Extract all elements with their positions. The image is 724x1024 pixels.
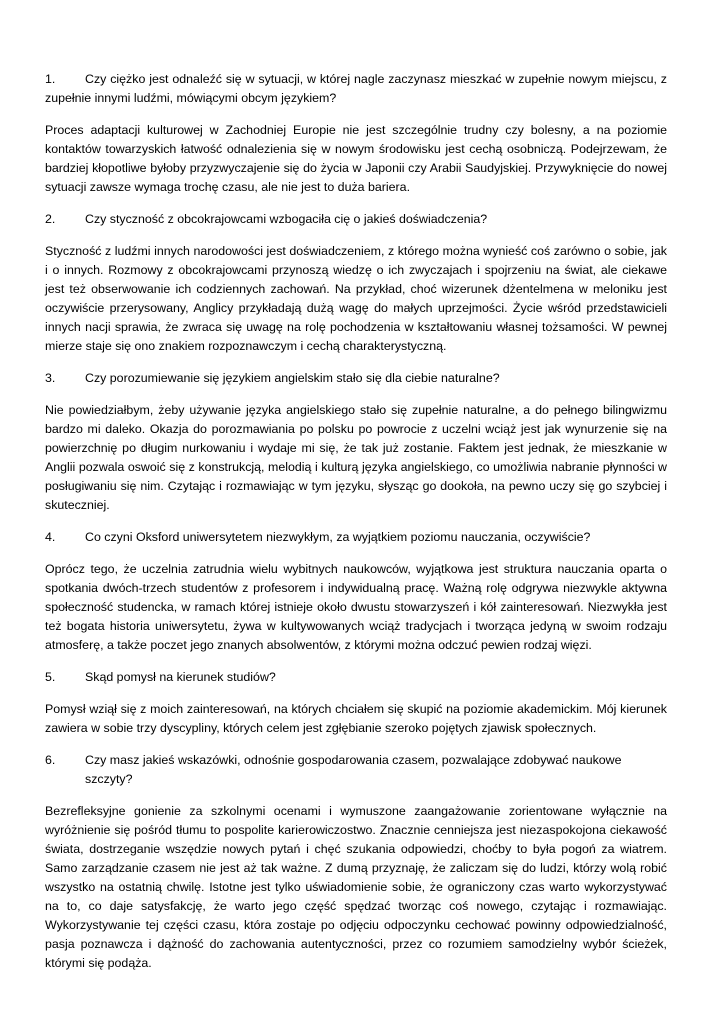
question-number: 4. — [45, 530, 56, 544]
answer-5: Pomysł wziął się z moich zainteresowań, na których chciałem się skupić na poziomie akademickim. Mój kierunek zawiera w sobie trzy dyscypliny, których celem jest zgłębianie szeroko pojętych zjawisk społecznych. — [45, 702, 667, 735]
question-text: Czy porozumiewanie się językiem angielskim stało się dla ciebie naturalne? — [85, 371, 500, 385]
question-4 — [45, 528, 667, 547]
question-number: 5. — [45, 670, 56, 684]
question-6 — [45, 751, 667, 789]
document-page — [45, 70, 667, 986]
answer-4: Oprócz tego, że uczelnia zatrudnia wielu wybitnych naukowców, wyjątkowa jest struktura nauczania oparta o spotkania dwóch-trzech studentów z profesorem i indywidualną pracę. Ważną rolę odgrywa niezwykle aktywna społeczność studencka, w ramach której istnieje około dwustu stowarzyszeń i kół zainteresowań. Niezwykła jest też bogata historia uniwersytetu, żywa w kultywowanych wciąż tradycjach i tworząca jedyną w swoim rodzaju atmosferę, a także poczet jego znanych absolwentów, z którymi można odczuć pewien rodzaj więzi. — [45, 562, 667, 652]
question-number: 1. — [45, 72, 56, 86]
question-text: Co czyni Oksford uniwersytetem niezwykłym, za wyjątkiem poziomu nauczania, oczywiście? — [85, 530, 591, 544]
question-number: 2. — [45, 212, 56, 226]
question-5 — [45, 668, 667, 687]
answer-1: Proces adaptacji kulturowej w Zachodniej Europie nie jest szczególnie trudny czy bolesny, a na poziomie kontaktów towarzyskich łatwość odnalezienia się w nowym środowisku jest cechą osobniczą. Podejrzewam, że bardziej kłopotliwe byłoby przyzwyczajenie się do życia w Japonii czy Arabii Saudyjskiej. Przywyknięcie do nowej sytuacji zawsze wymaga trochę czasu, ale nie jest to duża bariera. — [45, 123, 667, 194]
answer-2: Styczność z ludźmi innych narodowości jest doświadczeniem, z którego można wynieść coś zarówno o sobie, jak i o innych. Rozmowy z obcokrajowcami przynoszą wiedzę o ich zwyczajach i spojrzeniu na świat, ale ciekawe jest też obserwowanie ich codziennych zachowań. Na przykład, choć wizerunek dżentelmena w meloniku jest oczywiście przerysowany, Anglicy przykładają dużą wagę do małych uprzejmości. Życie wśród przedstawicieli innych nacji sprawia, że zwraca się uwagę na rolę pochodzenia w kształtowaniu własnej tożsamości. W pewnej mierze staje się ono znakiem rozpoznawczym i cechą charakterystyczną. — [45, 244, 667, 353]
answer-3: Nie powiedziałbym, żeby używanie języka angielskiego stało się zupełnie naturalne, a do pełnego bilingwizmu bardzo mi daleko. Okazja do porozmawiania po polsku po powrocie z uczelni wciąż jest jak wynurzenie się na powierzchnię po długim nurkowaniu i wydaje mi się, że tak już zostanie. Faktem jest jednak, że mieszkanie w Anglii pozwala oswoić się z konstrukcją, melodią i kulturą języka angielskiego, co umożliwia nabranie płynności w posługiwaniu się nim. Czytając i rozmawiając w tym języku, słysząc go dookoła, na pewno uczy się go szybciej i skuteczniej. — [45, 403, 667, 512]
question-text: Czy ciężko jest odnaleźć się w sytuacji, w której nagle zaczynasz mieszkać w zupełnie nowym miejscu, z zupełnie innymi ludźmi, mówiącymi obcym językiem? — [45, 72, 667, 105]
question-2 — [45, 210, 667, 229]
question-number: 6. — [45, 753, 56, 767]
answer-6: Bezrefleksyjne gonienie za szkolnymi ocenami i wymuszone zaangażowanie zorientowane wyłącznie na wyróżnienie się pośród tłumu to pospolite karierowiczostwo. Znacznie cenniejsza jest niezaspokojona ciekawość świata, dostrzeganie wszędzie nowych pytań i chęć szukania odpowiedzi, choćby to była pogoń za wiatrem. Samo zarządzanie czasem nie jest aż tak ważne. Z dumą przyznaję, że zaliczam się do ludzi, którzy wolą robić wszystko na ostatnią chwilę. Istotne jest tylko uświadomienie sobie, że ograniczony czas warto wykorzystywać na to, co daje satysfakcję, że warto jego część spędzać tworząc coś nowego, czytając i rozmawiając. Wykorzystywanie tej części czasu, która zostaje po odjęciu odpoczynku cechować powinny odpowiedzialność, pasja poznawcza i dążność do zachowania autentyczności, przez co rozumiem samodzielny wybór ścieżek, którymi się podąża. — [45, 804, 667, 970]
question-text: Czy masz jakieś wskazówki, odnośnie gospodarowania czasem, pozwalające zdobywać naukowe szczyty? — [85, 753, 622, 786]
question-3 — [45, 369, 667, 388]
question-text: Czy styczność z obcokrajowcami wzbogaciła cię o jakieś doświadczenia? — [85, 212, 488, 226]
question-text: Skąd pomysł na kierunek studiów? — [85, 670, 276, 684]
question-number: 3. — [45, 371, 56, 385]
question-1 — [45, 70, 667, 108]
